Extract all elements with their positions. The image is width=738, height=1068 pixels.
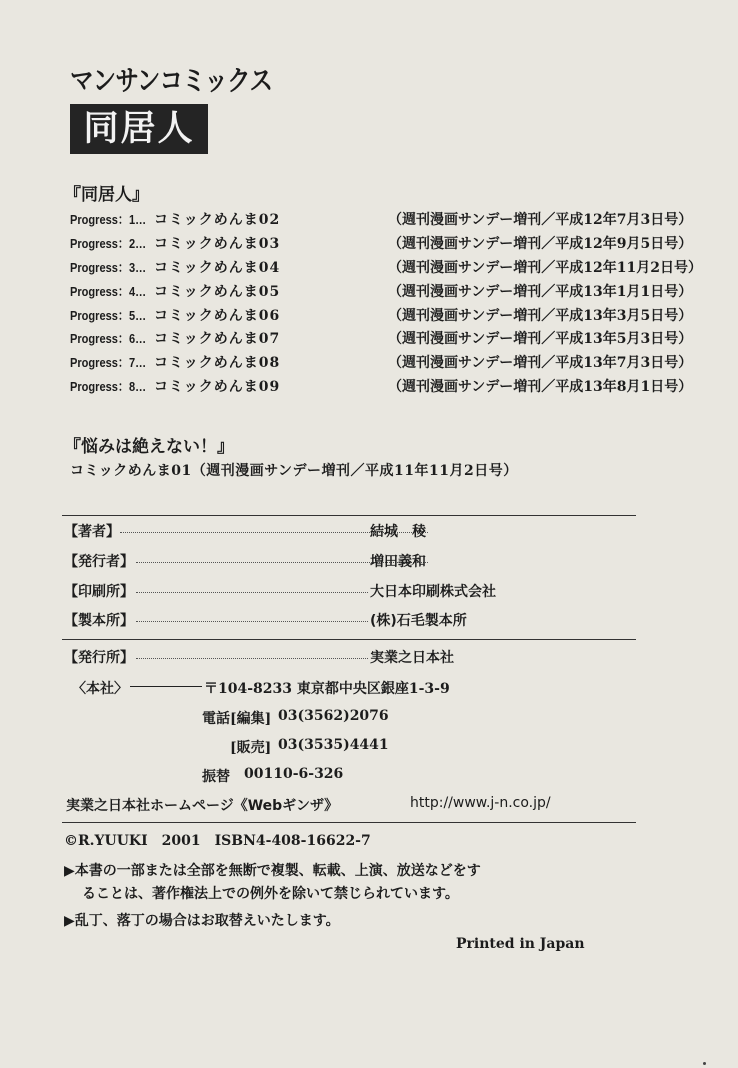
head-office-label: 〈本社〉 [72,681,128,697]
address: 〒104-8233 東京都中央区銀座1-3-9 [204,681,450,697]
credit-printer: 【印刷所】 大日本印刷株式会社 [64,584,496,600]
list-item: Progress：6… コミックめんま07 （週刊漫画サンデー増刊／平成13年5月3日号） [70,331,693,348]
list-item: Progress：3… コミックめんま04 （週刊漫画サンデー増刊／平成12年11月2日号） [70,259,703,276]
notice-replacement: ▶乱丁、落丁の場合はお取替えいたします。 [64,913,340,929]
divider [62,639,636,640]
homepage-name: 実業之日本社ホームページ《Webギンザ》 [66,798,339,814]
story-source: コミックめんま01（週刊漫画サンデー増刊／平成11年11月2日号） [70,463,518,479]
list-item: Progress：4… コミックめんま05 （週刊漫画サンデー増刊／平成13年1月1日号） [70,283,693,300]
notice-copying-cont: ることは、著作権法上での例外を除いて禁じられています。 [82,886,459,902]
sales-phone: 03(3535)4441 [278,737,389,753]
list-item: Progress：1… コミックめんま02 （週刊漫画サンデー増刊／平成12年7月3日号） [70,212,693,228]
edit-label: [編集] [230,711,272,727]
transfer-label: 振替 [202,769,230,785]
story-list [70,208,702,399]
sales-label: [販売] [230,740,272,756]
divider [62,515,636,516]
credit-publishing-house: 【発行所】 実業之日本社 [64,650,454,666]
edit-phone: 03(3562)2076 [278,708,389,724]
paper-speck [703,1062,706,1065]
printed-in-japan: Printed in Japan [456,936,585,952]
credit-binder: 【製本所】 (株)石毛製本所 [64,613,467,629]
credit-author: 【著者】 結城 稜 [64,524,426,540]
homepage-url[interactable]: http://www.j-n.co.jp/ [410,795,551,811]
credit-publisher: 【発行者】 増田義和 [64,554,426,570]
section-title-nayami: 『悩みは絶えない！』 [64,437,234,457]
list-item: Progress：2… コミックめんま03 （週刊漫画サンデー増刊／平成12年9月5日号） [70,235,693,252]
copyright-line: ©R.YUUKI 2001 ISBN4-408-16622-7 [64,833,371,849]
list-item: Progress：8… コミックめんま09 （週刊漫画サンデー増刊／平成13年8月1日号） [70,379,693,396]
notice-copying: ▶本書の一部または全部を無断で複製、転載、上演、放送などをす [64,863,481,879]
series-name: マンサンコミックス [70,64,273,97]
book-title: 同居人 [70,104,208,154]
transfer-number: 00110-6-326 [244,766,344,782]
divider [62,822,636,823]
phone-label: 電話 [202,711,230,727]
list-item: Progress：7… コミックめんま08 （週刊漫画サンデー増刊／平成13年7月3日号） [70,355,693,372]
leader-line [130,686,202,687]
section-title-doukyonin: 『同居人』 [64,185,149,205]
list-item: Progress：5… コミックめんま06 （週刊漫画サンデー増刊／平成13年3月5日号） [70,307,693,324]
